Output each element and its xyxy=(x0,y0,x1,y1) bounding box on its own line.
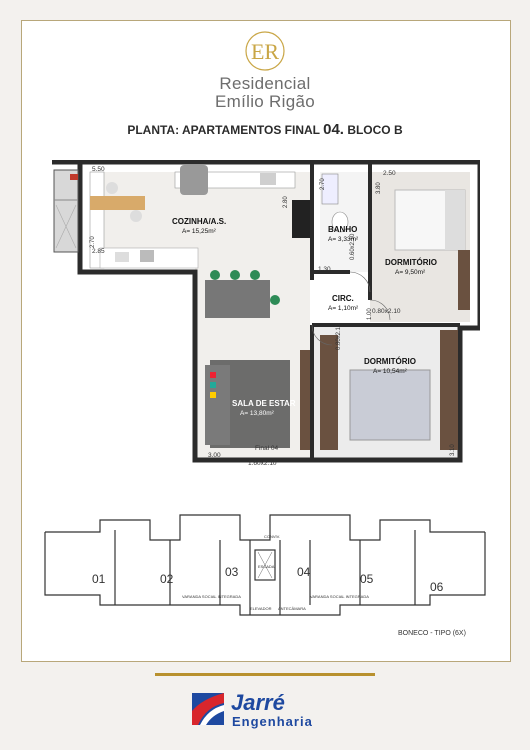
unit-05: 05 xyxy=(360,572,374,586)
room-kitchen: COZINHA/A.S. xyxy=(172,217,227,226)
logo-monogram: ER xyxy=(250,39,280,64)
building-boneco xyxy=(40,510,490,622)
room-dorm1: DORMITÓRIO xyxy=(385,258,437,267)
plan-title xyxy=(0,121,530,138)
company-subtitle: Engenharia xyxy=(232,714,313,729)
escada-label: ESCADA xyxy=(258,564,275,569)
boneco-caption: BONECO - TIPO (6X) xyxy=(398,630,466,637)
area-living: A= 13,80m² xyxy=(240,410,274,417)
dim-270b: 2.70 xyxy=(320,178,326,190)
final-tag: Final 04 xyxy=(255,445,279,452)
varanda-left: VARANDA SOCIAL INTEGRADA xyxy=(182,594,241,599)
room-bath: BANHO xyxy=(328,225,358,234)
title-prefix: PLANTA: APARTAMENTOS FINAL xyxy=(127,123,320,137)
title-number: 04. xyxy=(323,121,344,138)
room-circ: CIRC. xyxy=(332,294,354,303)
area-bath: A= 3,33m² xyxy=(328,236,359,243)
brand-line-1: Residencial xyxy=(219,74,311,93)
jarre-logo-icon xyxy=(192,693,224,725)
area-kitchen: A= 15,25m² xyxy=(182,228,216,235)
elevador-label: ELEVADOR xyxy=(250,606,272,611)
dim-270a: 2.70 xyxy=(90,236,96,248)
unit-01: 01 xyxy=(92,572,106,586)
antecamara-label: ANTECÂMARA xyxy=(278,606,306,611)
unit-03: 03 xyxy=(225,565,239,579)
gold-divider xyxy=(155,673,375,676)
door-bath: 0.60x2.10 xyxy=(350,233,356,260)
dim-280: 2.80 xyxy=(283,196,289,208)
dim-300a: 3.00 xyxy=(208,452,221,459)
floor-plan xyxy=(50,160,480,470)
area-dorm2: A= 10,54m² xyxy=(373,368,407,375)
brand-line-2: Emílio Rigão xyxy=(215,92,315,111)
varanda-right: VARANDA SOCIAL INTEGRADA xyxy=(310,594,369,599)
company-name: Jarré xyxy=(231,690,285,715)
area-circ: A= 1,10m² xyxy=(328,305,359,312)
unit-04: 04 xyxy=(297,565,311,579)
unit-06: 06 xyxy=(430,580,444,594)
dim-310: 3.10 xyxy=(450,444,456,456)
room-dorm2: DORMITÓRIO xyxy=(364,357,416,366)
title-suffix: BLOCO B xyxy=(347,123,403,137)
door-dorm2: 0.80x2.10 xyxy=(336,323,342,350)
unit-02: 02 xyxy=(160,572,174,586)
convivio-label: CONVIV. xyxy=(264,534,281,539)
door-main: 1.60x2.10 xyxy=(248,460,277,467)
dim-380: 3.80 xyxy=(376,182,382,194)
dim-100: 1.00 xyxy=(367,308,373,320)
dim-250: 2.50 xyxy=(383,170,396,177)
door-dorm1: 0.80x2.10 xyxy=(372,308,401,315)
residencial-logo xyxy=(238,29,292,73)
dim-550: 5.50 xyxy=(92,166,105,173)
area-dorm1: A= 9,50m² xyxy=(395,269,426,276)
dim-130: 1.30 xyxy=(318,266,331,273)
dim-285: 2.85 xyxy=(92,248,105,255)
room-living: SALA DE ESTAR xyxy=(232,399,296,408)
